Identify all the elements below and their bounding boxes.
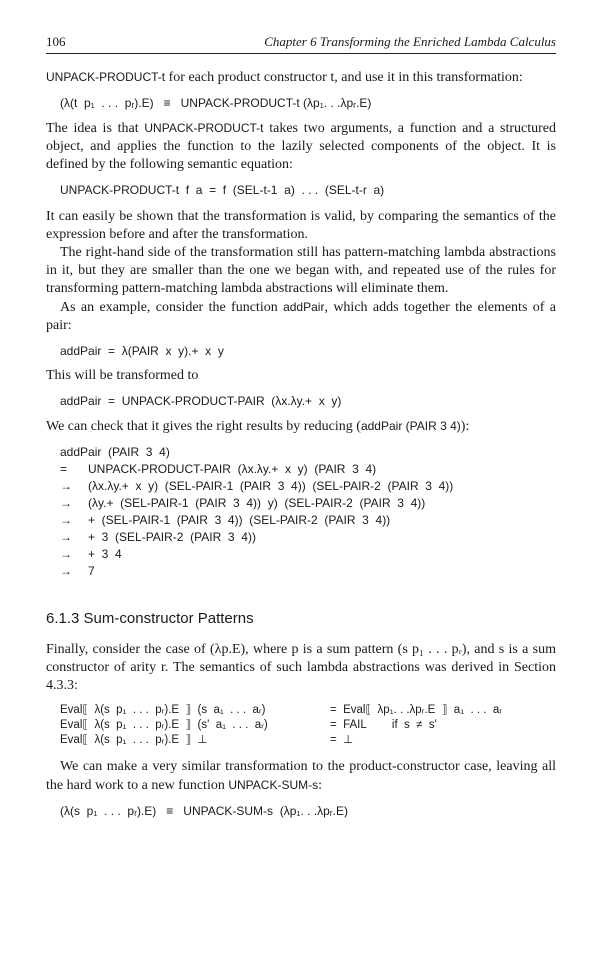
paragraph-2 [46,119,556,174]
derivation-step [60,512,556,529]
derivation-step [60,478,556,495]
derivation-step [60,563,556,580]
code-term: UNPACK-PRODUCT-t [144,121,264,135]
text-run: We can check that it gives the right results by reducing ( [46,419,361,434]
paragraph-9 [46,758,556,795]
rule-lhs: Eval⟦ λ(s p₁ . . . pᵣ).E ⟧ (s' a₁ . . . aᵣ) [60,719,268,731]
paragraph-4: The right-hand side of the transformation still has pattern-matching lambda abstractions in it, but they are smaller than the one we began with, and repeated use of the rules for transforming pattern-matching lambda abstractions will eliminate them. [46,245,556,296]
rule-rhs: = Eval⟦ λp₁. . .λpᵣ.E ⟧ a₁ . . . aᵣ [330,704,502,716]
step-symbol: → [60,530,72,544]
step-expression: + 3 4 [88,547,122,561]
rule-lhs: Eval⟦ λ(s p₁ . . . pᵣ).E ⟧ ⊥ [60,734,208,746]
code-term: UNPACK-PRODUCT-t [46,70,166,84]
derivation-start: addPair (PAIR 3 4) [60,445,170,459]
derivation-step [60,461,556,478]
step-expression: (λx.λy.+ x y) (SEL-PAIR-1 (PAIR 3 4)) (SEL-PAIR-2 (PAIR 3 4)) [88,479,454,493]
paragraph-5 [46,298,556,335]
addpair-transformed: addPair = UNPACK-PRODUCT-PAIR (λx.λy.+ x y) [60,394,342,408]
section-number: 6.1.3 [46,610,80,627]
step-symbol: → [60,513,72,527]
derivation-step [60,546,556,563]
code-term: addPair (PAIR 3 4) [360,419,461,433]
code-term: UNPACK-SUM-s [228,778,319,792]
derivation-step [60,495,556,512]
chapter-title: Chapter 6 Transforming the Enriched Lambda Calculus [264,34,556,49]
paragraph-3: It can easily be shown that the transformation is valid, by comparing the semantics of the expression before and after the transformation. [46,209,556,242]
sum-pattern-semantics [46,703,556,748]
transformation-rule-product: (λ(t p₁ . . . pᵣ).E) ≡ UNPACK-PRODUCT-t (λp₁. . .λpᵣ.E) [60,96,372,110]
paragraph-1 [46,68,556,87]
step-expression: 7 [88,564,95,578]
text-run: takes two arguments, a function and a structured object, and applies the function to the lazily selected components of the object. It is defined by the following semantic equation: [46,121,557,172]
rule-lhs: Eval⟦ λ(s p₁ . . . pᵣ).E ⟧ (s a₁ . . . aᵣ) [60,704,266,716]
text-run: for each product constructor t, and use it in this transformation: [165,70,523,85]
step-expression: + (SEL-PAIR-1 (PAIR 3 4)) (SEL-PAIR-2 (PAIR 3 4)) [88,513,391,527]
step-expression: + 3 (SEL-PAIR-2 (PAIR 3 4)) [88,530,256,544]
derivation-step [60,529,556,546]
step-symbol: → [60,479,72,493]
code-term: addPair [283,300,325,314]
paragraph-8: Finally, consider the case of (λp.E), where p is a sum pattern (s p₁ . . . pᵣ), and s is a sum constructor of arity r. The semantics of such lambda abstractions was derived in Section 4.3.3: [46,642,556,693]
text-run: , which adds together the elements of a pair: [46,300,556,333]
semantic-equation-unpack-product: UNPACK-PRODUCT-t f a = f (SEL-t-1 a) . . . (SEL-t-r a) [60,183,385,197]
page [46,34,556,819]
step-symbol: → [60,564,72,578]
page-number: 106 [46,34,66,49]
paragraph-6: This will be transformed to [46,368,199,383]
step-expression: (λy.+ (SEL-PAIR-1 (PAIR 3 4)) y) (SEL-PAIR-2 (PAIR 3 4)) [88,496,426,510]
step-symbol: → [60,547,72,561]
paragraph-7 [46,417,556,436]
text-run: As an example, consider the function [60,300,284,315]
semantic-rule [60,733,556,748]
step-expression: UNPACK-PRODUCT-PAIR (λx.λy.+ x y) (PAIR 3 4) [88,462,377,476]
rule-rhs: = ⊥ [330,734,354,746]
text-run: The idea is that [46,121,145,136]
reduction-derivation [46,444,556,580]
step-symbol: = [60,462,68,476]
section-title: Sum-constructor Patterns [83,610,254,627]
step-symbol: → [60,496,72,510]
text-run: ): [460,419,470,434]
addpair-definition: addPair = λ(PAIR x y).+ x y [60,344,224,358]
semantic-rule [60,718,556,733]
transformation-rule-sum: (λ(s p₁ . . . pᵣ).E) ≡ UNPACK-SUM-s (λp₁. . .λpᵣ.E) [60,804,348,818]
section-heading [46,610,556,627]
running-header [46,34,556,54]
semantic-rule [60,703,556,718]
text-run: We can make a very similar transformation to the product-constructor case, leaving all the hard work to a new function [46,759,556,793]
text-run: : [318,778,323,793]
rule-rhs: = FAIL if s ≠ s' [330,719,437,731]
